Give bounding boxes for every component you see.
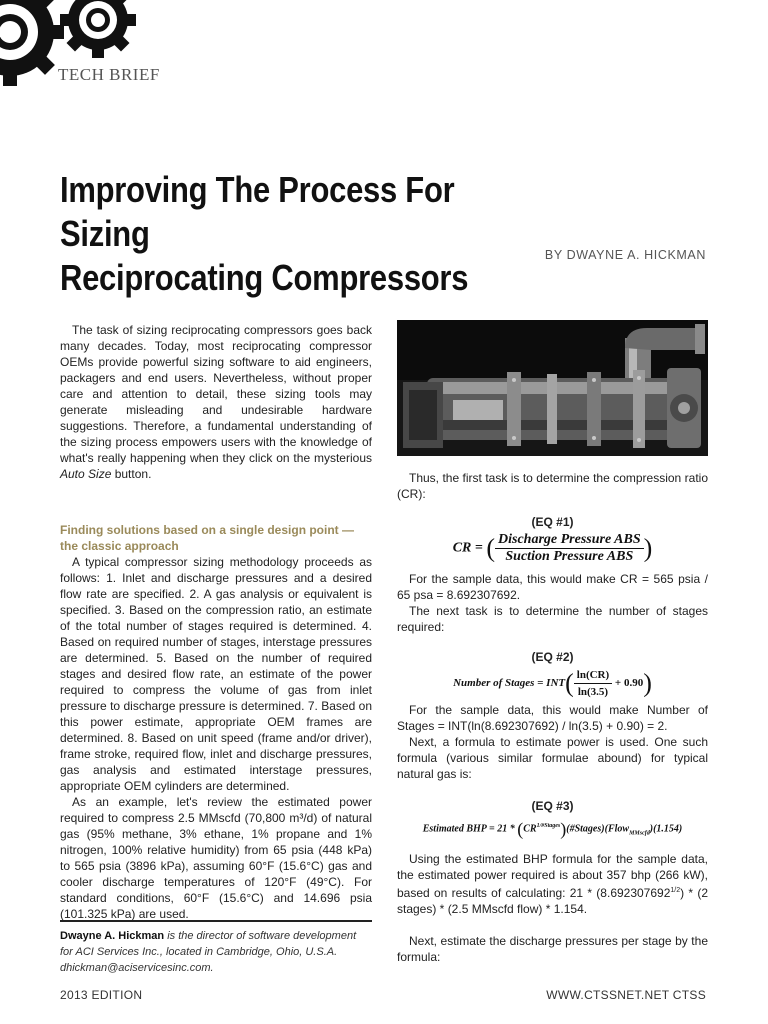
eq3-flow: (Flow [604,823,630,835]
footer-edition: 2013 EDITION [60,988,143,1002]
equation-2: Number of Stages = INT( $\frac{\ln(CR)}{\ln(3.5)}$ + 0.90) [453,668,652,698]
author-name: Dwayne A. Hickman [60,930,165,942]
intro-paragraph [60,322,372,482]
auto-size-term: Auto Size [60,467,112,481]
intro-text: The task of sizing reciprocating compressors goes back many decades. Today, most reciprocating compressor OEMs provide powerful sizing software to aid engineers, packagers and end users. Nevertheless, without proper care and attention to detail, these sizing tools may generate misleading and undesirable hardware suggestions. Therefore, a fundamental understanding of the sizing process empowers users with the knowledge of what's really happening when they click on the mysterious [60,323,372,465]
stages-result: For the sample data, this would make Number of Stages = INT(ln(8.692307692) / ln(3.5) + 0.90) = 2. [397,703,708,733]
methodology-paragraph: A typical compressor sizing methodology proceeds as follows: 1. Inlet and discharge pressures and a desired flow rate are specified. 2. A gas analysis or equivalent is specified. 3. Based on the compression ratio, an estimate of the total number of stages required is determined. 4. Based on required number of stages, interstage pressures are determined. 5. Based on the number of required stages and desired flow rate, an estimate of the power required to compress the volume of gas from inlet pressure to discharge pressure is determined. 7. Based on this power estimate, appropriate OEM frames are determined. 8. Based on unit speed (frame and/or driver), frame stroke, required flow, inlet and discharge pressures, gas analysis and estimated interstage pressures, appropriate OEM cylinders are determined. [60,555,372,793]
eq3-flow-sub: MMscfd [629,830,650,837]
cr-result: For the sample data, this would make CR = 565 psia / 65 psa = 8.692307692. [397,572,708,602]
byline: BY DWAYNE A. HICKMAN [544,248,706,262]
eq1-lhs: CR = [452,540,487,556]
bhp-exponent: 1/2 [670,887,681,895]
stages-intro: The next task is to determine the number of stages required: [397,604,708,634]
eq3-cr: CR [523,823,537,835]
article-title [60,168,542,300]
eq1-denominator: Suction Pressure ABS [505,549,634,564]
section-subhead: Finding solutions based on a single design point — the classic approach [60,523,355,553]
discharge-intro: Next, estimate the discharge pressures per stage by the formula: [397,934,708,965]
gears-logo-icon [0,0,145,105]
right-column [397,470,708,965]
author-bio-text: is the director of software development for ACI Services Inc., located in Cambridge, Ohio, U.S.A. dhickman@aciservicesinc.com. [60,930,357,974]
author-bio [60,920,372,976]
bhp-result [397,851,708,917]
equation-1: CR = ( $\frac{\text{Discharge Pressure ABS}}{\text{Suction Pressure ABS}}$ ) [452,532,653,564]
bhp-text: Using the estimated BHP formula for the sample data, the estimated power required is about 357 bhp (266 kW), based on results of calculating: 21 * (8.692307692 [397,852,708,901]
eq3-label: (EQ #3) [531,799,574,813]
title-line-1: Improving The Process For Sizing [60,169,455,254]
eq2-plus: + 0.90 [614,677,644,690]
eq2-label: (EQ #2) [531,650,574,664]
left-column [60,322,372,922]
cr-intro: Thus, the first task is to determine the compression ratio (CR): [397,471,708,501]
eq2-numerator: ln(CR) [574,667,612,684]
eq2-lhs: Number of Stages = INT [453,677,566,690]
compressor-photo [397,320,708,456]
eq1-numerator: Discharge Pressure ABS [495,532,644,549]
example-paragraph: As an example, let's review the estimated power required to compress 2.5 MMscfd (70,800 m³/d) of natural gas (95% methane, 3% ethane, 1% propane and 1% nitrogen, 100% relative humidity) from 65 psia (448 kPa) to 565 psia (3896 kPa), assuming 60°F (15.6°C) gas and cooler discharge temperatures of 120°F (49°C). For standard conditions, 60°F (15.6°C) and 14.696 psia (101.325 kPa) are used. [60,795,372,921]
title-line-2: Reciprocating Compressors [60,257,469,298]
eq2-denominator: ln(3.5) [577,686,609,698]
equation-3: Estimated BHP = $21 * (CR^{1/\#Stages})(\#Stages)(Flow_{MMscfd})(1.154)$ [422,819,683,840]
power-intro: Next, a formula to estimate power is used. One such formula (various similar formulae abound) for typical natural gas is: [397,735,708,781]
eq3-lhs: Estimated BHP = 21 * [422,823,518,835]
eq3-exponent: 1/#Stages [536,823,561,829]
intro-text-end: button. [111,467,152,481]
bhp-text-end: ) * (2 stages) * (2.5 MMscfd flow) * 1.154. [397,886,708,917]
section-label: TECH BRIEF [58,65,160,84]
eq3-stages: (#Stages) [566,823,605,835]
eq1-label: (EQ #1) [531,515,574,529]
eq3-tail: )(1.154) [649,823,683,835]
footer-site: WWW.CTSSNET.NET CTSS [546,988,706,1002]
